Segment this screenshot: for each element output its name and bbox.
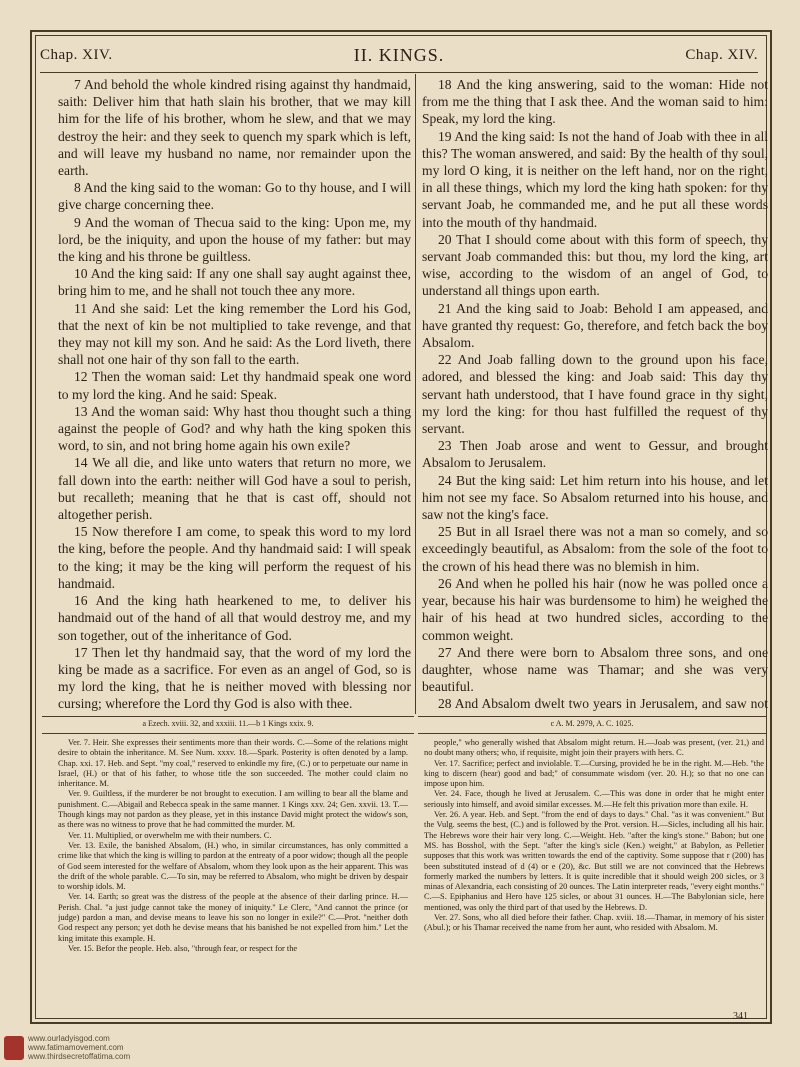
verse: 11 And she said: Let the king remember the Lord his God, that the next of kin be not multiplied to take revenge, and that they may not kill my son. And he said: As the Lord liveth, there shall not one hair of thy son fall to the earth. [58,300,411,368]
commentary-note: Ver. 26. A year. Heb. and Sept. "from the end of days to days." Chal. "as it was convenient." But the Vulg. seems the best, (C.) and is followed by the Prot. version. H.—Sicles, including all his hair. The Hebrews wore their hair very long. C.—Weight. Heb. "after the king's stone." Babon; but one MS. has Bosshol, with the Sept. "after the king's sicle (Ken.) weight," at Babylon, as Pelletier supposes that this work was written towards the end of the captivity. Some suppose that r (200) has been substituted instead of d (4) or e (20), &c. But still we are not convinced that the Hebrews formerly marked the numbers by letters. It is quite incredible that it should weigh 200 sicles, or 3 minas of Alexandria, each consisting of 20 ounces. The Latin interpreter reads, "every eight months." C.—S. Epiphanius and Hero have 125 sicles, or about 31 ounces. H.—The Babylonian sicle, here mentioned, was only the third part of that used by the Hebrews. D. [424,810,764,912]
verse: 19 And the king said: Is not the hand of Joab with thee in all this? The woman answered, and said: By the health of thy soul, my lord O king, it is neither on the left hand, nor on the right, in all these things, which my lord the king hath spoken: for thy servant Joab, he commanded me, and he put all these words into the mouth of thy handmaid. [422,128,768,230]
cross-references-left: a Ezech. xviii. 32, and xxxiii. 11.—b 1 Kings xxix. 9. [42,716,414,734]
verse: 12 Then the woman said: Let thy handmaid speak one word to my lord the king. And he said: Speak. [58,369,411,402]
verse: 15 Now therefore I am come, to speak this word to my lord the king, before the people. And thy handmaid said: I will speak to the king; it may be the king will perform the request of his handmaid. [58,524,411,591]
commentary-note: Ver. 9. Guiltless, if the murderer be not brought to execution. I am willing to bear all the blame and punishment. C.—Abigail and Rebecca speak in the same manner. 1 Kings xxv. 24; Gen. xxvii. 13. T.—Though kings may not pardon as they please, yet in this instance David might protect the widow's son, as there was no witness to prove that he had committed the murder. M. [58,789,408,830]
cross-references-right: c A. M. 2979, A. C. 1025. [418,716,766,734]
commentary-note: Ver. 27. Sons, who all died before their father. Chap. xviii. 18.—Thamar, in memory of his sister (Abul.); or his Thamar received the name from her aunt, who resided with Absalom. M. [424,913,764,933]
verse: 22 And Joab falling down to the ground upon his face, adored, and blessed the king: and Joab said: This day thy servant hath understood, that I have found grace in thy sight, my lord the king: for thou hast fulfilled the request of thy servant. [422,352,768,437]
verse: 24 But the king said: Let him return into his house, and let him not see my face. So Absalom returned into his house, and saw not the king's face. [422,472,768,523]
book-title: II. KINGS. [353,44,445,65]
watermark-url: www.thirdsecretoffatima.com [28,1052,131,1061]
commentary-note: people," who generally wished that Absalom might return. H.—Joab was present, (ver. 21,) and no doubt many others; who, if requisite, might join their prayers with hers. C. [424,738,764,758]
verse: 14 We all die, and like unto waters that return no more, we fall down into the earth: neither will God have a soul to perish, but recalleth; meaning that he that is cast off, should not altogether perish. [58,455,411,523]
verse: 27 And there were born to Absalom three sons, and one daughter, whose name was Thamar; and she was very beautiful. [422,644,768,695]
left-text-column [58,76,411,712]
verse: 18 And the king answering, said to the woman: Hide not from me the thing that I ask thee. And the woman said to him: Speak, my lord the king. [422,77,768,127]
commentary-right [424,738,764,1008]
verse: 26 And when he polled his hair (now he was polled once a year, because his hair was burdensome to him) he weighed the hair of his head at two hundred sicles, according to the common weight. [422,575,768,643]
watermark-urls [28,1034,130,1061]
commentary-note: Ver. 11. Multiplied, or overwhelm me with their numbers. C. [68,830,272,840]
verse: 21 And the king said to Joab: Behold I am appeased, and have granted thy request: Go, therefore, and fetch back the boy Absalom. [422,300,768,351]
verse: 17 Then let thy handmaid say, that the word of my lord the king be made as a sacrifice. For even as an angel of God, so is my lord the king, that he is neither moved with blessing nor cursing; wherefore the Lord thy God is also with thee. [58,644,411,712]
watermark-url: www.ourladyisgod.com [28,1034,110,1043]
verse: 13 And the woman said: Why hast thou thought such a thing against the people of God? and why hath the king spoken this word, to sin, and not bring home again his own exile? [58,403,411,454]
verse: 25 But in all Israel there was not a man so comely, and so exceedingly beautiful, as Absalom: from the sole of the foot to the crown of his head there was no blemish in him. [422,524,768,574]
chapter-label-right: Chap. XIV. [685,46,758,63]
commentary-left [58,738,408,1008]
verse: 16 And the king hath hearkened to me, to deliver his handmaid out of the hand of all that would destroy me, and my son together, out of the inheritance of God. [58,593,411,643]
chapter-label-left: Chap. XIV. [40,46,113,63]
verse: 23 Then Joab arose and went to Gessur, and brought Absalom to Jerusalem. [422,438,768,471]
commentary-note: Ver. 24. Face, though he lived at Jerusalem. C.—This was done in order that he might enter seriously into himself, and avoid similar excesses. M.—He felt this privation more than exile. H. [424,789,764,809]
verse: 9 And the woman of Thecua said to the king: Upon me, my lord, be the iniquity, and upon the house of my father: but may the king and his throne be guiltless. [58,214,411,265]
seal-logo-icon [4,1036,24,1060]
right-text-column [422,76,768,712]
verse: 10 And the king said: If any one shall say aught against thee, bring him to me, and he shall not touch thee any more. [58,266,411,299]
verse: 7 And behold the whole kindred rising against thy handmaid, saith: Deliver him that hath slain his brother, that we may kill him for the life of his brother, whom he slew, and that we may destroy the heir: and they seek to quench my spark which is left, and will leave my husband no name, nor remainder upon the earth. [58,77,411,179]
commentary-note: Ver. 15. Befor the people. Heb. also, "through fear, or respect for the [68,943,298,953]
commentary-note: Ver. 17. Sacrifice; perfect and inviolable. T.—Cursing, provided he be in the right. M.—Heb. "the king to discern (hear) good and bad;" of consummate wisdom (ver. 20. H.); so that no one can impose upon him. [424,758,764,789]
watermark-url: www.fatimamovement.com [28,1043,124,1052]
running-header [40,38,758,73]
commentary-note: Ver. 14. Earth; so great was the distress of the people at the absence of their darling prince. H.—Perish. Chal. "a just judge cannot take the money of iniquity." Le Clerc, "And cannot the prince (or judge) pardon a man, and devise means to leave his son no longer in exile?" C.—Prot. "neither doth God respect any person; yet doth he devise means that his banished be not expelled from him." Let the king imitate this example. H. [58,892,408,943]
verse: 20 That I should come about with this form of speech, thy servant Joab commanded this: but thou, my lord the king, art wise, according to the wisdom of an angel of God, to understand all things upon earth. [422,231,768,299]
verse: 8 And the king said to the woman: Go to thy house, and I will give charge concerning thee. [58,180,411,213]
column-divider [415,74,416,714]
commentary-note: Ver. 7. Heir. She expresses their sentiments more than their words. C.—Some of the relations might desire to obtain the inheritance. M. See Num. xxxv. 18.—Spark. Posterity is often denoted by a lamp. Chap. xxi. 17. Heb. and Sept. "my coal," reserved to enkindle my fire, (C.) or to perpetuate our name in Israel, (H.) or that of his father, to whose title the son succeeded. The mother could claim no inheritance. M. [58,738,408,789]
page-number: 341 [733,1011,748,1022]
verse: 28 And Absalom dwelt two years in Jerusalem, and saw not [438,696,768,712]
commentary-note: Ver. 13. Exile, the banished Absalom, (H.) who, in similar circumstances, has only committed a crime like that which the king is willing to pardon at the entreaty of a poor widow; though all the people of God seem interested for the welfare of Absalom, whom they look upon as the heir apparent. This was the drift of the whole parable. C.—To sin, may be referred to Absalom, who might be driven by despair to worship idols. M. [58,840,408,892]
